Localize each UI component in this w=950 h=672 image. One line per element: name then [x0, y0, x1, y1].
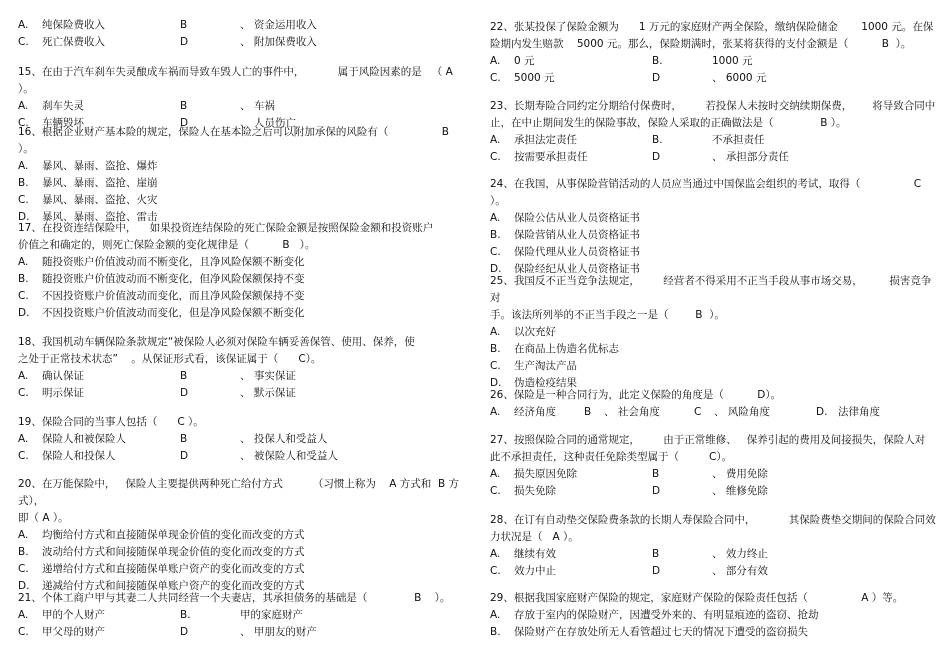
option-letter: C. [18, 450, 29, 462]
option-letter: B [652, 548, 660, 560]
option-letter: B. [18, 177, 29, 189]
option-letter: C. [490, 565, 501, 577]
option-text: 车辆毁坏 [42, 117, 84, 129]
option-letter: A. [18, 100, 29, 112]
option-text: 、 效力终止 [712, 548, 768, 560]
option-letter: A. [18, 256, 29, 268]
option-letter: D. [490, 377, 502, 389]
option-row [490, 563, 940, 580]
option-letter: A. [490, 134, 501, 146]
option-row [490, 607, 940, 624]
option-text: 保险代理从业人员资格证书 [514, 246, 640, 258]
question-stem: 15、在由于汽车刹车失灵酿成车祸而导致车毁人亡的事件中， 属于风险因素的是 （ A ）。 [18, 66, 457, 95]
option-letter: A. [490, 406, 501, 418]
option-text: 保险人和投保人 [42, 450, 116, 462]
option-letter: A. [490, 609, 501, 621]
option-letter: C. [490, 72, 501, 84]
option-letter: C. [18, 36, 29, 48]
question-20 [18, 476, 468, 595]
option-letter: A. [18, 529, 29, 541]
option-letter: D [652, 485, 661, 497]
option-text: 继续有效 [514, 548, 556, 560]
option-text: 、 6000 元 [712, 72, 767, 84]
option-letter: C. [18, 387, 29, 399]
option-letter: B. [18, 273, 29, 285]
option-text: 波动给付方式和间接随保单现金价值的变化而改变的方式 [42, 546, 305, 558]
option-letter: A. [490, 326, 501, 338]
option-text: 暴风、暴雨、盗抢、雷击 [42, 211, 158, 223]
option-row [490, 483, 940, 500]
option-text: 以次充好 [514, 326, 556, 338]
option-letter: A. [18, 609, 29, 621]
option-letter: B. [18, 546, 29, 558]
option-letter: A. [490, 55, 501, 67]
option-letter: C. [490, 485, 501, 497]
question-22 [490, 19, 940, 87]
option-text: 在商品上伪造名优标志 [514, 343, 619, 355]
question-stem: 20、在万能保险中， 保险人主要提供两种死亡给付方式 （习惯上称为 A 方式和 B 方式）， 即（ A ）。 [18, 478, 459, 524]
question-stem: 23、长期寿险合同约定分期给付保费时， 若投保人未按时交纳续期保费， 将导致合同中 止，在中止期间发生的保险事故，保险人采取的正确做法是（ B ）。 [490, 100, 936, 129]
option-row [18, 98, 468, 115]
question-stem: 28、在订有自动垫交保险费条款的长期人寿保险合同中， 其保险费垫交期间的保险合同效 力状况是（ A ）。 [490, 514, 936, 543]
option-text: 纯保险费收入 [42, 19, 105, 31]
option-letter: A. [18, 370, 29, 382]
option-row [18, 288, 468, 305]
option-letter: C [694, 406, 702, 418]
option-text: 不因投资账户价值波动而变化，而且净风险保额保持不变 [42, 290, 305, 302]
option-text: 、 附加保费收入 [240, 36, 317, 48]
option-text: 暴风、暴雨、盗抢、崖崩 [42, 177, 158, 189]
option-letter: D [180, 450, 189, 462]
option-text: 、 默示保证 [240, 387, 296, 399]
option-row [490, 227, 940, 244]
option-row [490, 70, 940, 87]
option-row [490, 132, 940, 149]
option-letter: D [180, 117, 189, 129]
question-stem: 17、在投资连结保险中， 如果投资连结保险的死亡保险金额是按照保险金额和投资账户 价值之和确定的，则死亡保险金额的变化规律是（ B ）。 [18, 222, 434, 251]
option-text: 、 车祸 [240, 100, 275, 112]
option-text: 保险经纪从业人员资格证书 [514, 263, 640, 275]
option-text: 、 费用免除 [712, 468, 768, 480]
option-letter: B. [180, 609, 191, 621]
option-text: 明示保证 [42, 387, 84, 399]
option-letter: B. [490, 343, 501, 355]
option-letter: A. [490, 468, 501, 480]
question-stem: 27、按照保险合同的通常规定， 由于正常维修、 保养引起的费用及间接损失，保险人对 此不承担责任，这种责任免除类型属于（ C）。 [490, 434, 926, 463]
question-stem: 24、在我国，从事保险营销活动的人员应当通过中国保监会组织的考试，取得（ C ）。 [490, 178, 925, 207]
question-stem: 18、我国机动车辆保险条款规定“被保险人必须对保险车辆妥善保管、使用、保养，使 之处于正常技术状态” 。从保证形式看，该保证属于（ C）。 [18, 336, 415, 365]
option-row [490, 341, 940, 358]
option-letter: B [652, 468, 660, 480]
option-letter: A. [18, 433, 29, 445]
option-text: 保险公估从业人员资格证书 [514, 212, 640, 224]
option-row [490, 404, 940, 421]
option-letter: D [652, 565, 661, 577]
option-text: 死亡保费收入 [42, 36, 105, 48]
option-text: 法律角度 [838, 406, 880, 418]
question-stem: 16、根据企业财产基本险的规定，保险人在基本险之后可以附加承保的风险有（ B ）。 [18, 126, 453, 155]
question-stem: 29、根据我国家庭财产保险的规定，家庭财产保险的保险责任包括（ A ）等。 [490, 592, 904, 604]
option-letter: D. [18, 307, 30, 319]
option-text: 、 承担部分责任 [712, 151, 789, 163]
question-16 [18, 124, 468, 226]
option-letter: D. [18, 580, 30, 592]
option-letter: D [180, 626, 189, 638]
option-text: 生产淘汰产品 [514, 360, 577, 372]
question-17 [18, 220, 468, 322]
option-text: 、 被保险人和受益人 [240, 450, 338, 462]
option-row [18, 368, 468, 385]
option-row [18, 448, 468, 465]
option-text: 、 人员伤亡 [240, 117, 296, 129]
option-text: 甲父母的财产 [42, 626, 105, 638]
option-row [18, 192, 468, 209]
option-letter: D. [816, 406, 828, 418]
option-text: 、 社会角度 [604, 406, 660, 418]
option-row [18, 385, 468, 402]
option-text: 、 部分有效 [712, 565, 768, 577]
option-letter: D [180, 387, 189, 399]
option-letter: D. [18, 211, 30, 223]
option-letter: B. [652, 55, 663, 67]
option-text: 损失免除 [514, 485, 556, 497]
option-letter: C. [490, 151, 501, 163]
option-text: 、 甲朋友的财产 [240, 626, 317, 638]
question-25 [490, 273, 940, 392]
option-text: 1000 元 [712, 55, 753, 67]
question-18 [18, 334, 468, 402]
option-row [18, 624, 468, 641]
option-text: 随投资账户价值波动而不断变化，但净风险保额保持不变 [42, 273, 305, 285]
option-letter: B [180, 19, 188, 31]
question-stem: 26、保险是一种合同行为，此定义保险的角度是（ D）。 [490, 389, 782, 401]
option-letter: B. [490, 229, 501, 241]
option-row [490, 149, 940, 166]
question-29 [490, 590, 940, 641]
option-text: 递减给付方式和间接随保单账户资产的变化而改变的方式 [42, 580, 305, 592]
option-text: 均衡给付方式和直接随保单现金价值的变化而改变的方式 [42, 529, 305, 541]
option-letter: B. [490, 626, 501, 638]
option-row [18, 431, 468, 448]
option-row [18, 158, 468, 175]
option-row [490, 53, 940, 70]
option-letter: C. [490, 360, 501, 372]
option-row [18, 607, 468, 624]
question-stem: 25、我国反不正当竞争法规定， 经营者不得采用不正当手段从事市场交易， 损害竞争对 手。该法所列举的不正当手段之一是（ B ）。 [490, 275, 932, 321]
option-row [18, 527, 468, 544]
option-letter: B [584, 406, 592, 418]
question-14-options [18, 17, 468, 51]
question-stem: 21、个体工商户甲与其妻二人共同经营一个夫妻店，其承担债务的基础是（ B ）。 [18, 592, 451, 604]
option-row [18, 305, 468, 322]
question-stem: 19、保险合同的当事人包括（ C ）。 [18, 416, 204, 428]
question-15 [18, 64, 468, 132]
option-text: 、 资金运用收入 [240, 19, 317, 31]
option-row [18, 254, 468, 271]
option-text: 存放于室内的保险财产，因遭受外来的、有明显痕迹的盗窃、抢劫 [514, 609, 819, 621]
option-letter: C. [18, 563, 29, 575]
option-letter: D [652, 72, 661, 84]
option-letter: D. [490, 263, 502, 275]
option-letter: C. [18, 194, 29, 206]
option-row [490, 358, 940, 375]
option-text: 不因投资账户价值波动而变化，但是净风险保额不断变化 [42, 307, 305, 319]
option-text: 经济角度 [514, 406, 556, 418]
option-row [490, 324, 940, 341]
option-letter: B. [652, 134, 663, 146]
option-text: 保险营销从业人员资格证书 [514, 229, 640, 241]
option-letter: D [652, 151, 661, 163]
option-text: 效力中止 [514, 565, 556, 577]
option-row [18, 17, 468, 34]
option-letter: B [180, 370, 188, 382]
option-text: 按需要承担责任 [514, 151, 588, 163]
option-row [490, 210, 940, 227]
option-text: 、 事实保证 [240, 370, 296, 382]
option-letter: C. [18, 290, 29, 302]
option-text: 随投资账户价值波动而不断变化，且净风险保额不断变化 [42, 256, 305, 268]
option-text: 甲的家庭财产 [240, 609, 303, 621]
option-text: 保险财产在存放处所无人看管超过七天的情况下遭受的盗窃损失 [514, 626, 808, 638]
option-row [490, 244, 940, 261]
question-19 [18, 414, 468, 465]
option-text: 确认保证 [42, 370, 84, 382]
option-text: 保险人和被保险人 [42, 433, 126, 445]
option-text: 5000 元 [514, 72, 555, 84]
option-letter: D [180, 36, 189, 48]
option-text: 刹车失灵 [42, 100, 84, 112]
option-text: 暴风、暴雨、盗抢、爆炸 [42, 160, 158, 172]
option-letter: B [180, 100, 188, 112]
option-letter: A. [18, 19, 29, 31]
option-text: 递增给付方式和直接随保单账户资产的变化而改变的方式 [42, 563, 305, 575]
option-letter: A. [490, 212, 501, 224]
question-28 [490, 512, 940, 580]
option-text: 损失原因免除 [514, 468, 577, 480]
option-text: 暴风、暴雨、盗抢、火灾 [42, 194, 158, 206]
option-row [18, 271, 468, 288]
question-27 [490, 432, 940, 500]
option-letter: C. [490, 246, 501, 258]
option-text: 、 投保人和受益人 [240, 433, 328, 445]
option-row [490, 546, 940, 563]
option-letter: A. [490, 548, 501, 560]
option-text: 甲的个人财产 [42, 609, 105, 621]
question-21 [18, 590, 468, 641]
option-row [18, 561, 468, 578]
option-letter: A. [18, 160, 29, 172]
option-row [490, 624, 940, 641]
option-letter: C. [18, 117, 29, 129]
question-26 [490, 387, 940, 421]
option-letter: B [180, 433, 188, 445]
option-text: 、 维修免除 [712, 485, 768, 497]
option-row [18, 175, 468, 192]
option-text: 伪造检疫结果 [514, 377, 577, 389]
option-text: 承担法定责任 [514, 134, 577, 146]
option-row [18, 544, 468, 561]
option-text: 不承担责任 [712, 134, 765, 146]
option-row [18, 34, 468, 51]
option-text: 0 元 [514, 55, 535, 67]
question-stem: 22、张某投保了保险金额为 1 万元的家庭财产两全保险，缴纳保险储金 1000 元。在保 险期内发生赔款 5000 元。那么，保险期满时，张某将获得的支付金额是（ B ）。 [490, 21, 934, 50]
question-23 [490, 98, 940, 166]
option-text: 、 风险角度 [714, 406, 770, 418]
option-row [490, 466, 940, 483]
question-24 [490, 176, 940, 278]
option-letter: C. [18, 626, 29, 638]
